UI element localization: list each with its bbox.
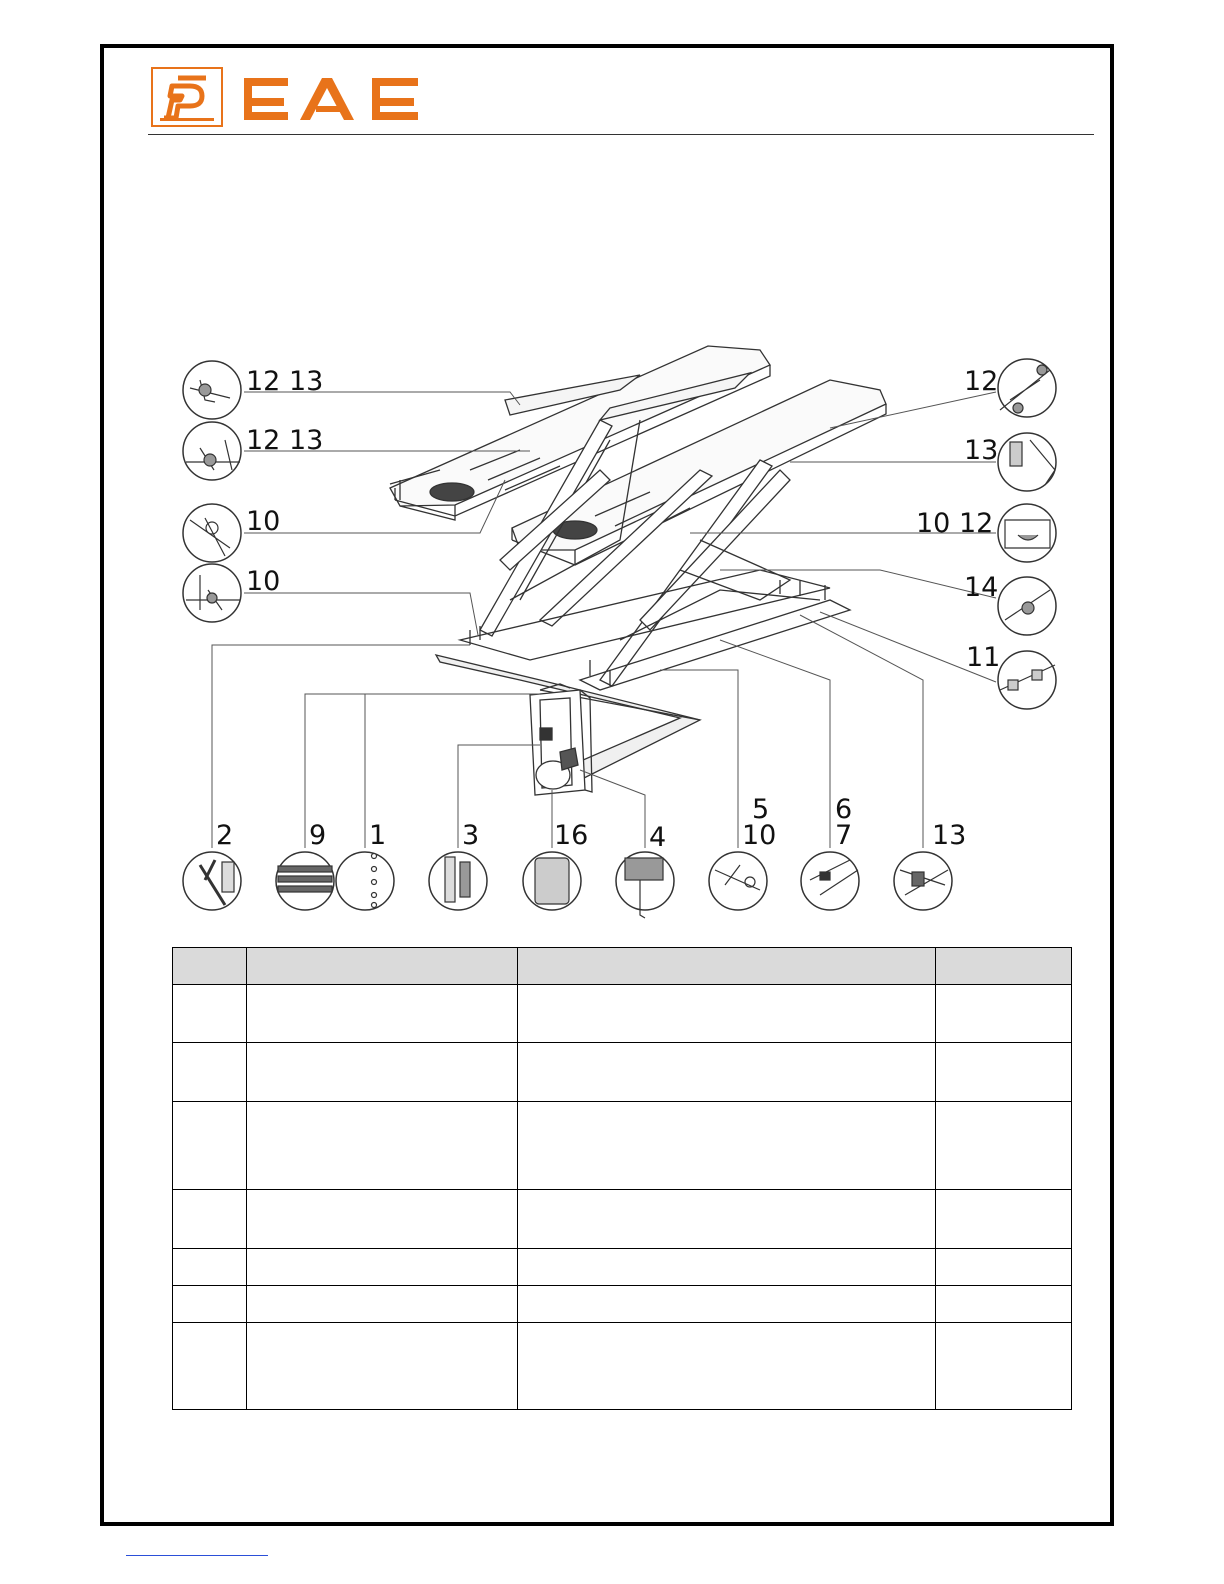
callout-label: 13: [964, 435, 999, 466]
table-header-row: [173, 948, 1072, 985]
callout-label: 7: [835, 820, 853, 851]
callout-labels: [216, 366, 1000, 853]
callout-label: 12: [964, 366, 999, 397]
callout-label: 10: [246, 566, 281, 597]
callout-label: 14: [964, 572, 999, 603]
callout-label: 10 12: [916, 508, 994, 539]
table-cell: [247, 1323, 518, 1410]
callout-label: 10: [742, 820, 777, 851]
table-cell: [936, 1102, 1072, 1190]
relay-rows-detail: [278, 866, 332, 892]
callout-label: 4: [649, 822, 667, 853]
table-row: [173, 1102, 1072, 1190]
table-cell: [936, 1190, 1072, 1249]
callout-label: 11: [966, 642, 1001, 673]
table-row: [173, 1190, 1072, 1249]
table-row: [173, 1323, 1072, 1410]
table-cell: [173, 1249, 247, 1286]
table-header-cell: [247, 948, 518, 985]
callout-label: 2: [216, 820, 234, 851]
table-cell: [518, 1323, 936, 1410]
table-row: [173, 1043, 1072, 1102]
callout-label: 6: [835, 794, 853, 825]
table-cell: [247, 1102, 518, 1190]
table-cell: [936, 1323, 1072, 1410]
table-cell: [247, 1043, 518, 1102]
table-cell: [173, 1102, 247, 1190]
table-cell: [518, 1102, 936, 1190]
table-row: [173, 1286, 1072, 1323]
table-cell: [173, 1190, 247, 1249]
callout-label: 10: [246, 506, 281, 537]
table-cell: [518, 1249, 936, 1286]
footer-link-underline[interactable]: [126, 1555, 268, 1556]
callout-label: 16: [554, 820, 589, 851]
table-header-cell: [518, 948, 936, 985]
parts-table: [172, 947, 1072, 1410]
callout-label: 3: [462, 820, 480, 851]
table-cell: [518, 1190, 936, 1249]
table-cell: [247, 985, 518, 1043]
callout-label: 12 13: [246, 425, 324, 456]
leader-lines: [212, 392, 999, 848]
table-cell: [936, 1043, 1072, 1102]
callout-label: 5: [752, 794, 770, 825]
table-cell: [936, 985, 1072, 1043]
table-cell: [936, 1249, 1072, 1286]
table-header-cell: [173, 948, 247, 985]
table-cell: [247, 1190, 518, 1249]
table-cell: [247, 1286, 518, 1323]
table-row: [173, 985, 1072, 1043]
table-cell: [518, 1286, 936, 1323]
table-cell: [247, 1249, 518, 1286]
table-cell: [936, 1286, 1072, 1323]
control-box: [530, 684, 592, 795]
table-cell: [173, 1286, 247, 1323]
table-row: [173, 1249, 1072, 1286]
callout-label: 9: [309, 820, 327, 851]
table-cell: [518, 1043, 936, 1102]
table-header-cell: [936, 948, 1072, 985]
table-cell: [173, 1043, 247, 1102]
table-cell: [173, 1323, 247, 1410]
table-cell: [518, 985, 936, 1043]
callout-label: 12 13: [246, 366, 324, 397]
callout-label: 1: [369, 820, 387, 851]
table-cell: [173, 985, 247, 1043]
callout-label: 13: [932, 820, 967, 851]
